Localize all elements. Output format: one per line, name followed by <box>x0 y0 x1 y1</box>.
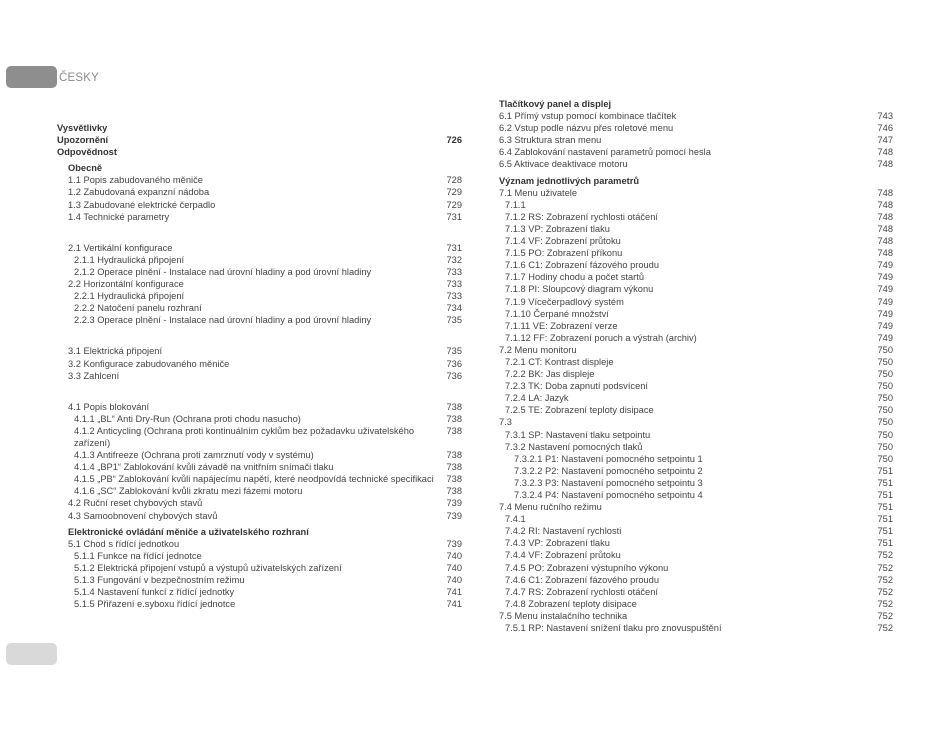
toc-entry-title: 7.2.4 LA: Jazyk <box>505 393 569 404</box>
toc-entry[interactable] <box>57 134 462 146</box>
toc-entry[interactable] <box>57 485 462 497</box>
toc-entry[interactable] <box>499 146 893 158</box>
toc-entry-title: 7.1.2 RS: Zobrazení rychlosti otáčení <box>505 211 658 222</box>
toc-entry-page: 748 <box>877 236 893 247</box>
section-heading-obecne: Obecně <box>68 163 103 174</box>
toc-entry-page: 741 <box>446 587 462 598</box>
toc-electric-section <box>57 345 462 381</box>
toc-entry-title: 6.5 Aktivace deaktivace motoru <box>499 159 628 170</box>
toc-entry[interactable] <box>499 223 893 235</box>
toc-entry-page: 729 <box>446 187 462 198</box>
toc-entry[interactable] <box>57 211 462 223</box>
toc-entry-page: 748 <box>877 248 893 259</box>
toc-entry[interactable] <box>499 134 893 146</box>
toc-entry-title: 7.3.2 Nastavení pomocných tlaků <box>505 441 643 452</box>
toc-entry-page: 738 <box>446 450 462 461</box>
toc-entry[interactable] <box>499 477 893 489</box>
toc-entry-page: 752 <box>877 550 893 561</box>
toc-entry-title: 7.1.11 VE: Zobrazení verze <box>505 320 618 331</box>
toc-entry[interactable] <box>499 416 893 428</box>
language-tab <box>6 66 57 88</box>
toc-entry[interactable] <box>499 465 893 477</box>
toc-entry-title: 3.1 Elektrická připojení <box>68 346 163 357</box>
toc-entry-page: 738 <box>446 474 462 485</box>
toc-entry-page: 748 <box>877 211 893 222</box>
toc-entry[interactable] <box>57 473 462 485</box>
toc-entry[interactable] <box>57 266 462 278</box>
toc-entry-title: 7.4.2 RI: Nastavení rychlosti <box>505 526 622 537</box>
toc-entry-title: 4.3 Samoobnovení chybových stavů <box>68 510 218 521</box>
toc-entry-page: 732 <box>446 254 462 265</box>
toc-entry-title: 7.4.6 C1: Zobrazení fázového proudu <box>505 574 660 585</box>
toc-entry[interactable] <box>499 356 893 368</box>
toc-entry-title: 4.1 Popis blokování <box>68 401 150 412</box>
toc-entry-title: 7.3.1 SP: Nastavení tlaku setpointu <box>505 429 651 440</box>
toc-entry-page: 749 <box>877 332 893 343</box>
toc-entry[interactable] <box>499 235 893 247</box>
toc-entry-title: 1.4 Technické parametry <box>68 211 170 222</box>
toc-entry-title: 7.1.10 Čerpané množství <box>505 308 609 319</box>
toc-entry[interactable] <box>57 413 462 425</box>
toc-entry-page: 728 <box>446 175 462 186</box>
toc-entry-title: 7.2.2 BK: Jas displeje <box>505 369 595 380</box>
toc-config-section <box>57 242 462 327</box>
toc-entry-title: 7.5 Menu instalačního technika <box>499 610 628 621</box>
toc-entry-title: 1.3 Zabudované elektrické čerpadlo <box>68 199 216 210</box>
toc-entry-title: 3.2 Konfigurace zabudovaného měniče <box>68 358 230 369</box>
toc-entry[interactable] <box>499 271 893 283</box>
toc-entry-page: 750 <box>877 417 893 428</box>
toc-entry[interactable] <box>499 259 893 271</box>
toc-entry[interactable] <box>57 290 462 302</box>
toc-entry[interactable] <box>499 368 893 380</box>
toc-entry-title: 7.1.3 VP: Zobrazení tlaku <box>505 223 610 234</box>
toc-elektronicke-section <box>57 538 462 611</box>
toc-entry[interactable] <box>499 598 893 610</box>
section-heading-panel: Tlačítkový panel a displej <box>499 99 612 109</box>
toc-entry-title: 7.1.4 VF: Zobrazení průtoku <box>505 236 621 247</box>
toc-entry-title: 4.2 Ruční reset chybových stavů <box>68 498 203 509</box>
toc-entry[interactable] <box>57 538 462 550</box>
toc-entry-title: 7.1.12 FF: Zobrazení poruch a výstrah (archiv) <box>505 332 697 343</box>
toc-entry-page: 739 <box>446 538 462 549</box>
toc-entry[interactable] <box>499 610 893 622</box>
toc-entry[interactable] <box>499 574 893 586</box>
toc-entry-page: 750 <box>877 429 893 440</box>
toc-entry-title: 7.1.8 PI: Sloupcový diagram výkonu <box>505 284 654 295</box>
toc-entry-title: 7.1.5 PO: Zobrazení příkonu <box>505 248 623 259</box>
toc-entry[interactable] <box>57 186 462 198</box>
toc-entry-title: 7.1 Menu uživatele <box>499 187 578 198</box>
toc-entry-title: 4.1.3 Antifreeze (Ochrana proti zamrznutí vody v systému) <box>74 450 314 461</box>
toc-entry[interactable] <box>499 344 893 356</box>
toc-entry-title: 6.1 Přímý vstup pomocí kombinace tlačítek <box>499 111 677 122</box>
toc-entry[interactable] <box>499 380 893 392</box>
toc-entry-page: 739 <box>446 498 462 509</box>
toc-entry[interactable] <box>57 497 462 509</box>
toc-entry-title: 1.1 Popis zabudovaného měniče <box>68 175 203 186</box>
toc-entry-title: 1.2 Zabudovaná expanzní nádoba <box>68 187 210 198</box>
toc-entry-page: 749 <box>877 272 893 283</box>
toc-entry-page: 738 <box>446 486 462 497</box>
language-label: ČESKY <box>59 72 99 84</box>
toc-entry-title: 6.4 Zablokování nastavení parametrů pomocí hesla <box>499 147 711 158</box>
toc-entry-title: 2.2 Horizontální konfigurace <box>68 279 184 290</box>
page-number-tab <box>6 643 57 665</box>
toc-entry[interactable] <box>499 247 893 259</box>
toc-entry-page: 751 <box>877 538 893 549</box>
toc-entry-title: 7.3 <box>499 417 512 428</box>
toc-entry[interactable] <box>57 174 462 186</box>
toc-entry[interactable] <box>57 425 462 449</box>
toc-entry[interactable] <box>499 320 893 332</box>
toc-entry-title: 5.1.2 Elektrická připojení vstupů a výstupů uživatelských zařízení <box>74 562 342 573</box>
toc-entry-page: 749 <box>877 296 893 307</box>
toc-entry-title: 4.1.1 „BL“ Anti Dry-Run (Ochrana proti chodu nasucho) <box>74 413 301 424</box>
toc-entry-page: 726 <box>446 135 462 146</box>
toc-entry[interactable] <box>499 211 893 223</box>
toc-entry-page: 729 <box>446 199 462 210</box>
toc-entry[interactable] <box>499 549 893 561</box>
toc-entry-page: 738 <box>446 462 462 473</box>
toc-entry-title: 7.2.5 TE: Zobrazení teploty disipace <box>505 405 654 416</box>
toc-entry-title: 7.4 Menu ručního režimu <box>499 502 602 513</box>
toc-entry-page: 751 <box>877 465 893 476</box>
toc-entry-page: 738 <box>446 413 462 424</box>
toc-entry-page: 736 <box>446 358 462 369</box>
toc-blocks-section <box>57 401 462 522</box>
toc-entry[interactable] <box>499 586 893 598</box>
toc-entry-title: 7.2.3 TK: Doba zapnutí podsvícení <box>505 381 648 392</box>
toc-entry-title: 7.4.5 PO: Zobrazení výstupního výkonu <box>505 562 669 573</box>
toc-entry-title: 5.1.4 Nastavení funkcí z řídící jednotky <box>74 587 235 598</box>
toc-entry[interactable] <box>499 525 893 537</box>
toc-entry[interactable] <box>499 158 893 170</box>
toc-entry-page: 747 <box>877 135 893 146</box>
toc-entry[interactable] <box>57 550 462 562</box>
toc-entry[interactable] <box>57 122 462 134</box>
toc-obecne-section <box>57 174 462 222</box>
toc-entry-title: 2.2.3 Operace plnění - Instalace nad úrovní hladiny a pod úrovní hladiny <box>74 315 372 326</box>
toc-entry[interactable] <box>499 404 893 416</box>
toc-entry-page: 748 <box>877 187 893 198</box>
toc-entry-title: 7.5.1 RP: Nastavení snížení tlaku pro znovuspuštění <box>505 623 722 634</box>
toc-entry-title: 2.1 Vertikální konfigurace <box>68 242 173 253</box>
toc-entry-page: 751 <box>877 477 893 488</box>
toc-entry[interactable] <box>57 242 462 254</box>
toc-entry-title: Vysvětlivky <box>57 123 108 133</box>
toc-entry-page: 746 <box>877 123 893 134</box>
toc-entry[interactable] <box>57 598 462 610</box>
toc-entry-title: 7.4.3 VP: Zobrazení tlaku <box>505 538 610 549</box>
toc-entry-page: 739 <box>446 510 462 521</box>
toc-entry-page: 750 <box>877 356 893 367</box>
toc-entry-page: 751 <box>877 502 893 513</box>
toc-entry[interactable] <box>57 302 462 314</box>
toc-entry[interactable] <box>499 501 893 513</box>
toc-entry-page: 749 <box>877 308 893 319</box>
toc-entry-page: 752 <box>877 598 893 609</box>
toc-entry-page: 751 <box>877 526 893 537</box>
toc-entry-title: 7.4.8 Zobrazení teploty disipace <box>505 598 637 609</box>
toc-entry[interactable] <box>499 537 893 549</box>
toc-entry-page: 752 <box>877 623 893 634</box>
toc-entry-page: 750 <box>877 381 893 392</box>
toc-entry-page: 740 <box>446 575 462 585</box>
toc-entry-page: 733 <box>446 279 462 290</box>
toc-entry-page: 749 <box>877 284 893 295</box>
toc-entry-page: 738 <box>446 425 462 436</box>
toc-entry-page: 738 <box>446 401 462 412</box>
toc-entry-page: 750 <box>877 405 893 416</box>
toc-entry[interactable] <box>57 199 462 211</box>
toc-entry-title: 6.3 Struktura stran menu <box>499 135 602 146</box>
toc-entry-page: 733 <box>446 266 462 277</box>
toc-entry[interactable] <box>57 278 462 290</box>
toc-entry[interactable] <box>499 489 893 501</box>
toc-entry-page: 752 <box>877 574 893 585</box>
toc-entry-page: 731 <box>446 242 462 253</box>
toc-entry[interactable] <box>499 283 893 295</box>
toc-entry-page: 734 <box>446 303 462 314</box>
toc-entry-page: 751 <box>877 514 893 525</box>
toc-entry[interactable] <box>499 110 893 122</box>
toc-entry-page: 749 <box>877 320 893 331</box>
toc-entry[interactable] <box>499 513 893 525</box>
toc-entry-page: 748 <box>877 223 893 234</box>
toc-entry-page: 752 <box>877 610 893 621</box>
toc-entry-title: 7.1.7 Hodiny chodu a počet startů <box>505 272 645 283</box>
toc-entry[interactable] <box>57 314 462 326</box>
toc-entry[interactable] <box>57 574 462 586</box>
toc-entry-page: 750 <box>877 441 893 452</box>
toc-entry[interactable] <box>499 392 893 404</box>
toc-entry-title: 4.1.5 „PB“ Zablokování kvůli napájecímu napětí, které neodpovídá technické specifikaci <box>74 474 434 485</box>
toc-entry[interactable] <box>499 332 893 344</box>
toc-entry-page: 741 <box>446 599 462 610</box>
toc-entry-page: 750 <box>877 369 893 380</box>
toc-entry[interactable] <box>57 461 462 473</box>
toc-entry[interactable] <box>57 586 462 598</box>
toc-entry[interactable] <box>57 254 462 266</box>
toc-entry-title: 6.2 Vstup podle názvu přes roletové menu <box>499 123 674 134</box>
toc-panel-section <box>499 110 893 170</box>
toc-entry-page: 731 <box>446 211 462 222</box>
toc-entry[interactable] <box>499 562 893 574</box>
toc-entry-title: Upozornění <box>57 135 109 146</box>
toc-entry[interactable] <box>499 308 893 320</box>
toc-entry-title: 4.1.2 Anticycling (Ochrana proti kontinuálním cyklům bez požadavku uživatelského zařízení) <box>74 425 415 448</box>
toc-entry[interactable] <box>57 401 462 413</box>
toc-entry[interactable] <box>499 441 893 453</box>
toc-entry-page: 740 <box>446 562 462 573</box>
toc-entry-title: 7.2 Menu monitoru <box>499 344 577 355</box>
toc-entry-page: 752 <box>877 586 893 597</box>
toc-entry-title: Odpovědnost <box>57 147 117 158</box>
toc-entry-page: 748 <box>877 199 893 210</box>
toc-entry[interactable] <box>499 187 893 199</box>
toc-entry-title: 2.2.2 Natočení panelu rozhraní <box>74 303 202 314</box>
toc-entry-title: 2.1.1 Hydraulická připojení <box>74 254 185 265</box>
toc-entry[interactable] <box>57 345 462 357</box>
toc-entry[interactable] <box>499 296 893 308</box>
toc-entry-title: 7.3.2.3 P3: Nastavení pomocného setpointu 3 <box>514 477 703 488</box>
toc-entry[interactable] <box>57 146 462 158</box>
toc-entry-title: 7.4.4 VF: Zobrazení průtoku <box>505 550 621 561</box>
toc-entry[interactable] <box>499 453 893 465</box>
toc-entry-page: 733 <box>446 291 462 302</box>
toc-entry-title: 7.1.6 C1: Zobrazení fázového proudu <box>505 260 660 271</box>
toc-entry-title: 7.4.1 <box>505 514 526 525</box>
toc-entry-title: 7.3.2.1 P1: Nastavení pomocného setpointu 1 <box>514 453 703 464</box>
toc-entry-page: 749 <box>877 260 893 271</box>
section-heading-elektronicke: Elektronické ovládání měniče a uživatelského rozhraní <box>68 526 309 537</box>
toc-entry-page: 750 <box>877 453 893 464</box>
toc-entry-page: 735 <box>446 315 462 326</box>
toc-entry[interactable] <box>57 562 462 574</box>
toc-entry-page: 740 <box>446 550 462 561</box>
toc-entry-title: 7.2.1 CT: Kontrast displeje <box>505 356 614 367</box>
toc-entry-title: 4.1.4 „BP1“ Zablokování kvůli závadě na vnitřním snímači tlaku <box>74 462 334 473</box>
toc-entry-title: 7.4.7 RS: Zobrazení rychlosti otáčení <box>505 586 658 597</box>
toc-entry-page: 736 <box>446 370 462 381</box>
toc-entry-title: 3.3 Zahlcení <box>68 370 120 381</box>
toc-params-section <box>499 187 893 634</box>
toc-right-column <box>499 98 893 634</box>
section-heading-params: Význam jednotlivých parametrů <box>499 175 640 186</box>
toc-top-section <box>57 122 462 158</box>
toc-entry[interactable] <box>57 449 462 461</box>
toc-left-column <box>57 122 462 610</box>
toc-entry-page: 750 <box>877 393 893 404</box>
toc-entry-title: 4.1.6 „SC“ Zablokování kvůli zkratu mezi fázemi motoru <box>74 486 303 497</box>
toc-entry-page: 743 <box>877 111 893 122</box>
toc-entry-page: 735 <box>446 346 462 357</box>
toc-entry[interactable] <box>57 510 462 522</box>
toc-entry-title: 7.1.9 Vícečerpadlový systém <box>505 296 624 307</box>
toc-entry[interactable] <box>57 370 462 382</box>
toc-entry[interactable] <box>499 429 893 441</box>
toc-entry-title: 2.2.1 Hydraulická připojení <box>74 291 185 302</box>
toc-entry-title: 5.1.1 Funkce na řídící jednotce <box>74 550 202 561</box>
toc-entry-page: 751 <box>877 490 893 500</box>
toc-entry-title: 7.3.2.2 P2: Nastavení pomocného setpointu 2 <box>514 465 703 476</box>
toc-entry-page: 748 <box>877 159 893 170</box>
toc-entry-title: 5.1 Chod s řídící jednotkou <box>68 538 180 549</box>
toc-entry[interactable] <box>499 199 893 211</box>
toc-entry[interactable] <box>499 122 893 134</box>
toc-entry-title: 5.1.3 Fungování v bezpečnostním režimu <box>74 575 245 585</box>
toc-entry-title: 7.3.2.4 P4: Nastavení pomocného setpointu 4 <box>514 490 703 500</box>
toc-entry-page: 748 <box>877 147 893 158</box>
toc-entry-page: 750 <box>877 344 893 355</box>
toc-entry-title: 2.1.2 Operace plnění - Instalace nad úrovní hladiny a pod úrovní hladiny <box>74 266 372 277</box>
toc-entry[interactable] <box>57 358 462 370</box>
toc-entry[interactable] <box>499 622 893 634</box>
toc-entry-title: 5.1.5 Přiřazení e.syboxu řídící jednotce <box>74 599 236 610</box>
toc-entry-title: 7.1.1 <box>505 199 526 210</box>
toc-entry-page: 752 <box>877 562 893 573</box>
